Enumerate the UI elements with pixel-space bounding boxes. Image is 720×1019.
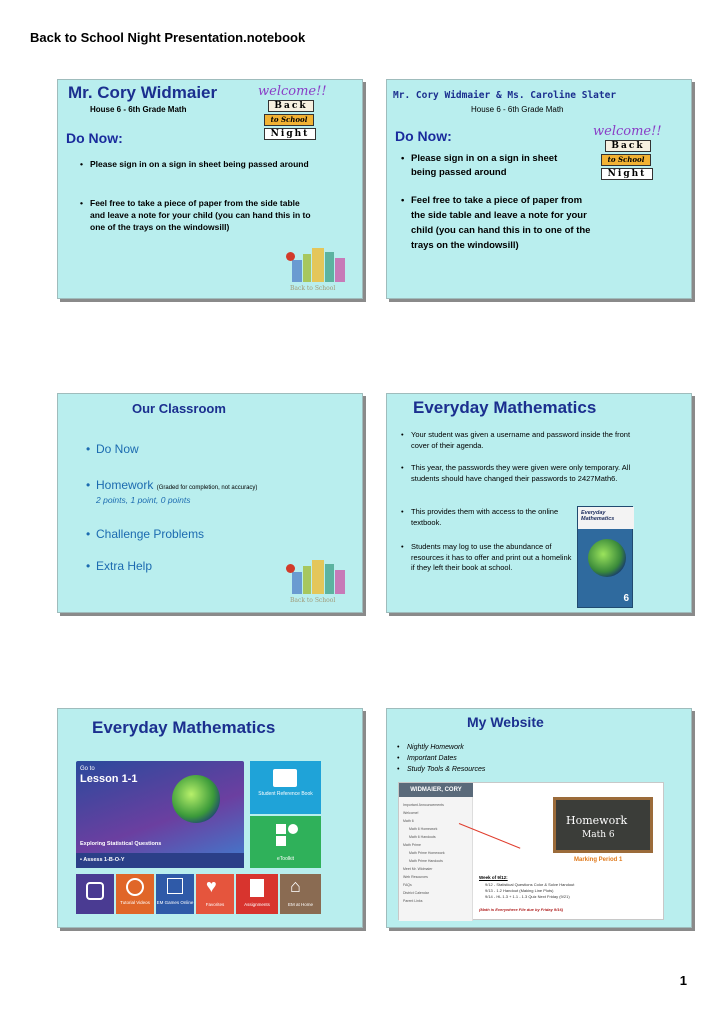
- tutorial-videos-tile[interactable]: Tutorial Videos: [116, 874, 154, 914]
- games-tile[interactable]: [76, 874, 114, 914]
- slide-thumbnail-3[interactable]: [57, 393, 363, 613]
- bullet-study-tools: • Study Tools & Resources: [407, 765, 485, 775]
- site-nav[interactable]: Important Announcements Welcome! Math 6 Math 6 Homework Math 6 Handouts Math Prime Math Prime Homework Math Prime Handouts Meet Mr. Widmaier Web Resources FAQs District Calendar Parent Links: [403, 803, 445, 903]
- do-now-heading: Do Now:: [395, 128, 452, 144]
- homework-chalkboard: Homework Math 6: [553, 797, 653, 853]
- bullet-online-textbook: • This provides them with access to the online textbook.: [411, 507, 573, 528]
- bullet-username: • Your student was given a username and password inside the front cover of their agenda.: [411, 430, 633, 451]
- em-at-home-tile[interactable]: ⌂ EM at Home: [280, 874, 321, 914]
- slide-title: Everyday Mathematics: [413, 398, 597, 417]
- slide-thumbnail-4[interactable]: [386, 393, 692, 613]
- em-games-online-tile[interactable]: EM Games Online: [156, 874, 194, 914]
- slide-subtitle: House 6 - 6th Grade Math: [90, 105, 187, 114]
- welcome-text: welcome!!: [593, 124, 662, 139]
- week-items: 9/12 - Statistical Questions Color & Solve Handout 9/13 - 1.2 Handout (Making Line Plots) 9/14 - HL 1.3 + 1.1 - 1.3 Quiz Next Friday (9/21): [485, 882, 575, 899]
- books-decoration: Back to School: [286, 554, 358, 604]
- student-reference-book-tile[interactable]: Student Reference Book: [250, 761, 321, 814]
- slide-thumbnail-2[interactable]: [386, 79, 692, 299]
- bullet-important-dates: • Important Dates: [407, 754, 457, 764]
- bullet-sign-in: • Please sign in on a sign in sheet being passed around: [90, 158, 312, 170]
- page-number: 1: [679, 973, 687, 988]
- back-to-school-night-logo: Back to School Night: [264, 100, 322, 144]
- slide-title: Mr. Cory Widmaier: [68, 83, 218, 102]
- slide-thumbnail-1[interactable]: [57, 79, 363, 299]
- homework-note: (Graded for completion, not accuracy): [156, 485, 258, 491]
- marking-period: Marking Period 1: [574, 857, 623, 863]
- slide-title: Mr. Cory Widmaier & Ms. Caroline Slater: [393, 90, 617, 101]
- bullet-nightly-homework: • Nightly Homework: [407, 743, 464, 753]
- week-heading: Week of 9/12:: [479, 875, 508, 880]
- do-now-heading: Do Now:: [66, 130, 123, 146]
- home-icon: ⌂: [290, 876, 301, 896]
- etoolkit-tile[interactable]: eToolkit: [250, 816, 321, 868]
- back-to-school-night-logo: Back to School Night: [601, 140, 659, 184]
- slide-title: My Website: [467, 714, 544, 730]
- slide-title: Everyday Mathematics: [92, 718, 276, 737]
- bullet-resources: • Students may log to use the abundance of resources it has to offer and print out a homelink if they left their book at school.: [411, 542, 573, 574]
- item-challenge-problems: • Challenge Problems: [96, 527, 204, 541]
- heart-icon: ♥: [206, 876, 217, 896]
- lesson-banner[interactable]: Go to Lesson 1-1 Exploring Statistical Questions • Assess 1-B-O-Y: [76, 761, 244, 868]
- item-homework: • Homework (Graded for completion, not accuracy): [96, 478, 257, 495]
- document-title: Back to School Night Presentation.notebook: [30, 30, 306, 45]
- bullet-passwords: • This year, the passwords they were given were only temporary. All students should have changed their passwords to 2427Math6.: [411, 463, 637, 484]
- assignments-tile[interactable]: Assignments: [236, 874, 278, 914]
- books-decoration: Back to School: [286, 242, 358, 292]
- slide-subtitle: House 6 - 6th Grade Math: [471, 105, 564, 114]
- due-note: (Math is Everywhere File due by Friday 9/16): [479, 907, 564, 912]
- site-header: WIDMAIER, CORY: [399, 783, 473, 797]
- bullet-leave-note: • Feel free to take a piece of paper from the side table and leave a note for your child (you can hand this in to one of the trays on the windowsill): [90, 197, 312, 233]
- points-scale: 2 points, 1 point, 0 points: [96, 495, 191, 505]
- favorites-tile[interactable]: ♥ Favorites: [196, 874, 234, 914]
- welcome-text: welcome!!: [258, 84, 327, 99]
- slide-thumbnail-6[interactable]: [386, 708, 692, 928]
- bullet-sign-in: • Please sign in on a sign in sheet being passed around: [411, 152, 579, 180]
- item-do-now: • Do Now: [96, 442, 139, 456]
- slide-thumbnail-5[interactable]: [57, 708, 363, 928]
- item-extra-help: • Extra Help: [96, 559, 152, 573]
- lesson-link[interactable]: Lesson 1-1: [80, 773, 138, 785]
- slide-title: Our Classroom: [132, 401, 226, 416]
- website-screenshot: [398, 782, 664, 920]
- bullet-leave-note: • Feel free to take a piece of paper from the side table and leave a note for your child (you can hand this in to one of the trays on the windowsill): [411, 193, 591, 253]
- textbook-cover: Everyday Mathematics 6: [577, 506, 633, 608]
- assess-link[interactable]: • Assess 1-B-O-Y: [80, 857, 125, 863]
